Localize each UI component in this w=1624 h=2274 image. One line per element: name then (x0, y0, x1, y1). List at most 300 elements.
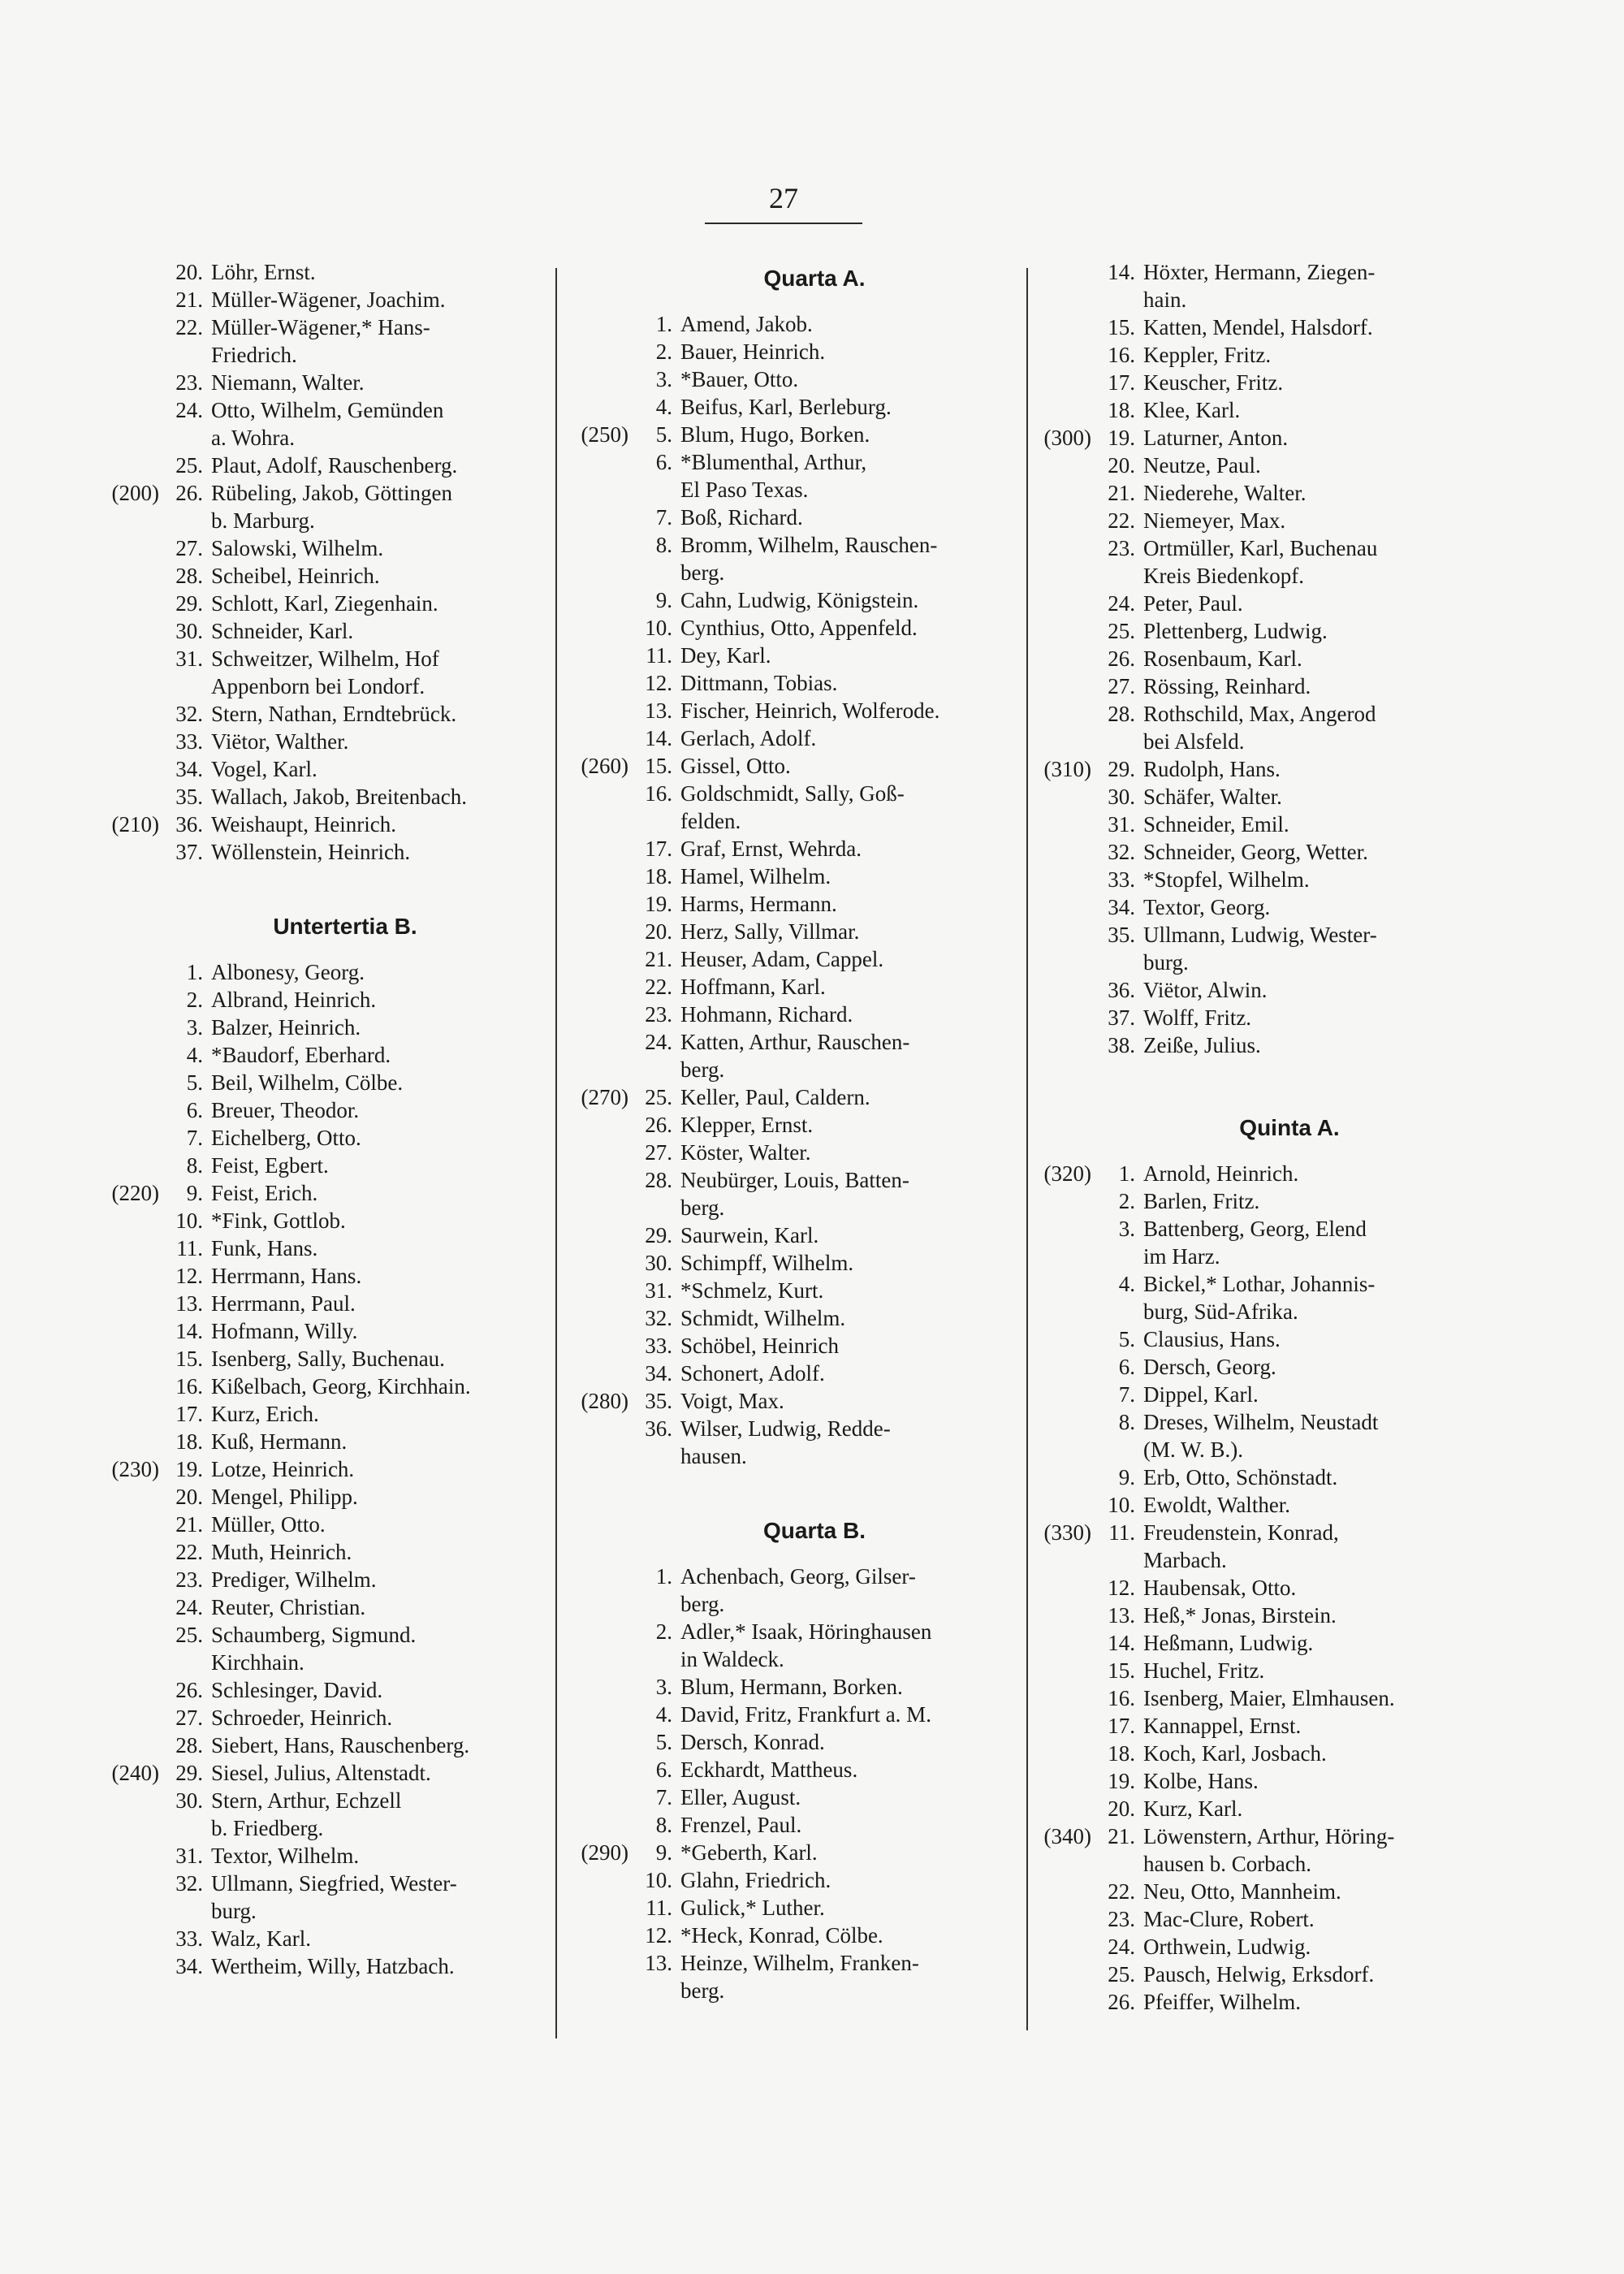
running-count (559, 1977, 633, 2004)
entry-name: Kirchhain. (211, 1650, 304, 1675)
entry-number: 7. (1118, 1382, 1135, 1407)
entry-number: 17. (1108, 1714, 1135, 1738)
entry-number: 14. (175, 1319, 203, 1343)
entry-name: Rudolph, Hans. (1143, 757, 1281, 781)
entry-name: burg, Süd-Afrika. (1143, 1299, 1298, 1324)
entry-name: Schöbel, Heinrich (680, 1334, 839, 1358)
entry-number: 22. (175, 1540, 203, 1564)
running-count: (240) (111, 1761, 159, 1785)
entry-number (164, 1649, 211, 1676)
entry-number: 17. (175, 1402, 203, 1426)
list-item (1021, 645, 1509, 672)
entry-number: 35. (1108, 923, 1135, 947)
list-item (559, 1304, 1021, 1332)
list-item (89, 1014, 552, 1041)
list-item (89, 1069, 552, 1096)
running-count: (250) (581, 422, 628, 447)
entry-name: Klepper, Ernst. (680, 1113, 814, 1137)
running-count (1021, 1004, 1096, 1031)
entry-number: 2. (655, 339, 672, 364)
running-count (89, 783, 164, 811)
running-count (1021, 1270, 1096, 1298)
list-item (559, 1387, 1021, 1415)
list-item (89, 700, 552, 728)
entry-number (1096, 286, 1143, 313)
entry-number: 1. (186, 960, 203, 984)
entry-number: 15. (175, 1347, 203, 1371)
running-count (559, 973, 633, 1001)
entry-number: 25. (1108, 1962, 1135, 1987)
entry-number: 6. (1118, 1355, 1135, 1379)
entry-number: 27. (645, 1140, 672, 1165)
entry-name: *Bauer, Otto. (680, 367, 799, 391)
list-item (559, 752, 1021, 780)
entry-number: 2. (1118, 1189, 1135, 1213)
entry-number: 30. (175, 1788, 203, 1813)
list-item (89, 1124, 552, 1152)
running-count (1021, 866, 1096, 893)
entry-name: Beil, Wilhelm, Cölbe. (211, 1070, 404, 1095)
list-item (559, 1277, 1021, 1304)
list-item (559, 697, 1021, 724)
list-item (1021, 976, 1509, 1004)
list-item (89, 1179, 552, 1207)
entry-name: Funk, Hans. (211, 1236, 318, 1260)
entry-name: berg. (680, 560, 725, 585)
entry-number: 34. (175, 757, 203, 781)
entry-number (633, 807, 680, 835)
list-item (89, 1207, 552, 1234)
entry-name: Schimpff, Wilhelm. (680, 1251, 854, 1275)
list-item (559, 559, 1021, 586)
entry-name: hausen. (680, 1444, 747, 1468)
entry-number: 31. (645, 1278, 672, 1303)
entry-name: Textor, Georg. (1143, 895, 1271, 919)
entry-number: 9. (1118, 1465, 1135, 1489)
running-count (1021, 1381, 1096, 1408)
running-count (559, 1056, 633, 1083)
running-count: (290) (581, 1840, 628, 1865)
page-number: 27 (769, 182, 798, 214)
list-item (1021, 424, 1509, 452)
running-count (559, 310, 633, 338)
list-item (1021, 1463, 1509, 1491)
running-count (1021, 1905, 1096, 1933)
entry-number: 31. (175, 646, 203, 671)
entry-name: Niemann, Walter. (211, 370, 365, 395)
entry-name: Koch, Karl, Josbach. (1143, 1741, 1327, 1766)
column-divider-left (555, 268, 557, 2038)
running-count (89, 1317, 164, 1345)
list-item (1021, 286, 1509, 313)
entry-name: Ullmann, Ludwig, Wester- (1143, 923, 1377, 947)
running-count (559, 1728, 633, 1756)
entry-name: El Paso Texas. (680, 478, 809, 502)
entry-name: Schäfer, Walter. (1143, 785, 1282, 809)
list-item (89, 728, 552, 755)
running-count (89, 396, 164, 424)
entry-number: 13. (1108, 1603, 1135, 1628)
entry-name: Clausius, Hans. (1143, 1327, 1281, 1351)
entry-name: Salowski, Wilhelm. (211, 536, 384, 560)
entry-number (1096, 1243, 1143, 1270)
entry-name: bei Alsfeld. (1143, 729, 1245, 754)
list-item (89, 1870, 552, 1897)
entry-number (633, 1442, 680, 1470)
running-count (1021, 1933, 1096, 1961)
running-count (89, 1704, 164, 1731)
entry-name: *Blumenthal, Arthur, (680, 450, 867, 474)
entry-name: Haubensak, Otto. (1143, 1576, 1297, 1600)
entry-name: Siebert, Hans, Rauschenberg. (211, 1733, 470, 1757)
list-item (1021, 1546, 1509, 1574)
running-count (1021, 479, 1096, 507)
running-count (559, 1563, 633, 1590)
running-count (89, 1041, 164, 1069)
entry-name: berg. (680, 1057, 725, 1082)
list-item (89, 369, 552, 396)
running-count (89, 1511, 164, 1538)
running-count (1021, 341, 1096, 369)
entry-number (1096, 728, 1143, 755)
running-count (1021, 811, 1096, 838)
list-item (1021, 507, 1509, 534)
entry-number: 14. (1108, 260, 1135, 284)
list-item (89, 1511, 552, 1538)
entry-name: Amend, Jakob. (680, 312, 813, 336)
list-item (89, 341, 552, 369)
running-count (559, 1783, 633, 1811)
list-item (1021, 1381, 1509, 1408)
entry-name: Graf, Ernst, Wehrda. (680, 837, 862, 861)
running-count: (300) (1043, 426, 1091, 450)
entry-name: im Harz. (1143, 1244, 1220, 1269)
list-item (1021, 590, 1509, 617)
list-item (559, 1701, 1021, 1728)
list-item (1021, 1031, 1509, 1059)
list-item (1021, 1684, 1509, 1712)
entry-number (633, 1977, 680, 2004)
entry-name: Scheibel, Heinrich. (211, 564, 380, 588)
entry-name: hausen b. Corbach. (1143, 1852, 1311, 1876)
entry-number: 16. (645, 781, 672, 806)
entry-number: 16. (1108, 1686, 1135, 1710)
entry-name: Plaut, Adolf, Rauschenberg. (211, 453, 458, 478)
entry-number: 32. (175, 702, 203, 726)
entry-name: Kannappel, Ernst. (1143, 1714, 1302, 1738)
list-item (559, 393, 1021, 421)
entry-number: 24. (1108, 1935, 1135, 1959)
running-count (1021, 700, 1096, 728)
list-item (1021, 1657, 1509, 1684)
running-count (559, 531, 633, 559)
list-item (89, 1897, 552, 1925)
entry-number: 19. (175, 1457, 203, 1481)
list-item (559, 1645, 1021, 1673)
list-item (559, 1756, 1021, 1783)
running-count (559, 1645, 633, 1673)
entry-number: 35. (645, 1389, 672, 1413)
entry-number: 3. (1118, 1217, 1135, 1241)
list-item (559, 724, 1021, 752)
entry-number (164, 672, 211, 700)
entry-name: Lotze, Heinrich. (211, 1457, 355, 1481)
running-count (559, 945, 633, 973)
running-count (1021, 1546, 1096, 1574)
entry-number: 18. (1108, 1741, 1135, 1766)
running-count (1021, 1684, 1096, 1712)
entry-number (633, 1056, 680, 1083)
running-count (559, 862, 633, 890)
entry-name: Schaumberg, Sigmund. (211, 1623, 417, 1647)
entry-name: Feist, Erich. (211, 1181, 318, 1205)
list-item (1021, 369, 1509, 396)
entry-number: 9. (655, 1840, 672, 1865)
entry-name: Voigt, Max. (680, 1389, 784, 1413)
section-heading: Quarta B. (762, 1518, 866, 1543)
entry-name: Viëtor, Alwin. (1143, 978, 1268, 1002)
list-item (89, 590, 552, 617)
running-count (89, 1345, 164, 1373)
entry-name: Bickel,* Lothar, Johannis- (1143, 1272, 1376, 1296)
running-count (559, 393, 633, 421)
running-count (559, 1360, 633, 1387)
running-count (1021, 369, 1096, 396)
list-item (89, 1317, 552, 1345)
entry-name: Battenberg, Georg, Elend (1143, 1217, 1367, 1241)
running-count (89, 1538, 164, 1566)
entry-name: Gerlach, Adolf. (680, 726, 817, 750)
entry-name: Prediger, Wilhelm. (211, 1567, 377, 1592)
entry-name: Niemeyer, Max. (1143, 508, 1286, 533)
entry-name: Schneider, Karl. (211, 619, 354, 643)
entry-number: 15. (645, 754, 672, 778)
list-item (89, 958, 552, 986)
list-item (1021, 838, 1509, 866)
entry-number: 23. (1108, 536, 1135, 560)
entry-name: Vogel, Karl. (211, 757, 317, 781)
running-count (1021, 728, 1096, 755)
entry-number: 3. (655, 367, 672, 391)
running-count (1021, 976, 1096, 1004)
entry-number: 22. (1108, 1879, 1135, 1904)
list-item (1021, 1629, 1509, 1657)
running-count (89, 424, 164, 452)
entry-number: 11. (1108, 1520, 1135, 1545)
running-count (89, 1152, 164, 1179)
entry-number: 14. (1108, 1631, 1135, 1655)
entry-number: 27. (175, 1706, 203, 1730)
entry-number: 8. (655, 533, 672, 557)
entry-number: 22. (175, 315, 203, 339)
entry-number: 25. (645, 1085, 672, 1109)
running-count (559, 1111, 633, 1139)
entry-name: Heßmann, Ludwig. (1143, 1631, 1314, 1655)
running-count (559, 1590, 633, 1618)
entry-name: Breuer, Theodor. (211, 1098, 360, 1122)
list-item (89, 1842, 552, 1870)
running-count (89, 1842, 164, 1870)
list-item (1021, 755, 1509, 783)
running-count (559, 1001, 633, 1028)
entry-name: Glahn, Friedrich. (680, 1868, 831, 1892)
entry-name: Huchel, Fritz. (1143, 1658, 1265, 1683)
running-count (1021, 1298, 1096, 1325)
running-count (1021, 617, 1096, 645)
entry-name: Freudenstein, Konrad, (1143, 1520, 1339, 1545)
list-item (89, 1593, 552, 1621)
list-item (89, 286, 552, 313)
entry-number: 17. (645, 837, 672, 861)
list-item (1021, 313, 1509, 341)
entry-name: Saurwein, Karl. (680, 1223, 819, 1247)
running-count (559, 1194, 633, 1221)
running-count (89, 1870, 164, 1897)
running-count (559, 1949, 633, 1977)
list-item (89, 1345, 552, 1373)
list-item (559, 973, 1021, 1001)
entry-name: Mac-Clure, Robert. (1143, 1907, 1315, 1931)
entry-number: 23. (175, 370, 203, 395)
list-item (1021, 1795, 1509, 1822)
entry-number: 20. (645, 919, 672, 944)
entry-name: Ewoldt, Walther. (1143, 1493, 1291, 1517)
entry-name: in Waldeck. (680, 1647, 784, 1671)
list-item (89, 1455, 552, 1483)
entry-name: Müller, Otto. (211, 1512, 326, 1537)
entry-number: 34. (175, 1954, 203, 1978)
column-right (1021, 258, 1509, 2016)
entry-number: 16. (175, 1374, 203, 1399)
list-item (89, 838, 552, 866)
entry-number: 19. (645, 892, 672, 916)
list-item (89, 313, 552, 341)
running-count (559, 559, 633, 586)
list-item (559, 780, 1021, 807)
running-count (89, 313, 164, 341)
running-count (89, 1014, 164, 1041)
entry-number: 6. (655, 450, 672, 474)
header-rule (705, 223, 862, 224)
entry-name: Arnold, Heinrich. (1143, 1161, 1299, 1186)
entry-name: Schroeder, Heinrich. (211, 1706, 393, 1730)
entry-number: 1. (655, 1564, 672, 1589)
entry-number: 21. (1108, 1824, 1135, 1848)
list-item (1021, 452, 1509, 479)
entry-number: 31. (1108, 812, 1135, 837)
entry-number: 11. (176, 1236, 203, 1260)
running-count (89, 1262, 164, 1290)
list-item (89, 1400, 552, 1428)
running-count (1021, 1325, 1096, 1353)
entry-name: Otto, Wilhelm, Gemünden (211, 398, 444, 422)
list-item (89, 811, 552, 838)
entry-name: Siesel, Julius, Altenstadt. (211, 1761, 431, 1785)
list-item (89, 645, 552, 672)
running-count (559, 1304, 633, 1332)
list-item (89, 672, 552, 700)
entry-number: 18. (1108, 398, 1135, 422)
entry-number: 15. (1108, 1658, 1135, 1683)
entry-name: felden. (680, 809, 741, 833)
entry-name: Plettenberg, Ludwig. (1143, 619, 1328, 643)
entry-name: Katten, Arthur, Rauschen- (680, 1030, 910, 1054)
entry-number: 37. (1108, 1005, 1135, 1030)
running-count (1021, 1031, 1096, 1059)
entry-name: Rübeling, Jakob, Göttingen (211, 481, 452, 505)
entry-number: 13. (645, 1951, 672, 1975)
list-item (89, 1262, 552, 1290)
running-count (559, 1894, 633, 1922)
running-count: (280) (581, 1389, 628, 1413)
list-item (559, 890, 1021, 918)
entry-name: a. Wohra. (211, 426, 296, 450)
running-count (1021, 1243, 1096, 1270)
running-count (1021, 1712, 1096, 1740)
running-count (559, 697, 633, 724)
running-count (89, 1925, 164, 1952)
running-count (559, 504, 633, 531)
entry-name: *Schmelz, Kurt. (680, 1278, 824, 1303)
list-item (89, 507, 552, 534)
running-count (89, 258, 164, 286)
running-count (1021, 1408, 1096, 1436)
running-count (1021, 893, 1096, 921)
running-count (89, 507, 164, 534)
entry-number: 33. (175, 1926, 203, 1951)
list-item (559, 1977, 1021, 2004)
entry-number: 30. (175, 619, 203, 643)
running-count: (330) (1043, 1520, 1091, 1545)
column-left (89, 258, 552, 1980)
running-count (559, 724, 633, 752)
running-count (1021, 396, 1096, 424)
running-count (1021, 1602, 1096, 1629)
entry-number (633, 559, 680, 586)
entry-name: Kuß, Hermann. (211, 1429, 348, 1454)
running-count (89, 1096, 164, 1124)
entry-number: 30. (1108, 785, 1135, 809)
entry-name: Neu, Otto, Mannheim. (1143, 1879, 1341, 1904)
entry-number: 4. (655, 1702, 672, 1727)
entry-number: 19. (1108, 426, 1135, 450)
entry-number: 15. (1108, 315, 1135, 339)
list-item (559, 1415, 1021, 1442)
running-count (1021, 1491, 1096, 1519)
entry-number: 22. (645, 975, 672, 999)
list-item (89, 1925, 552, 1952)
entry-name: Schneider, Emil. (1143, 812, 1289, 837)
entry-name: Dreses, Wilhelm, Neustadt (1143, 1410, 1379, 1434)
entry-number (1096, 562, 1143, 590)
entry-number (633, 1590, 680, 1618)
running-count (89, 1069, 164, 1096)
entry-name: Erb, Otto, Schönstadt. (1143, 1465, 1338, 1489)
entry-name: *Baudorf, Eberhard. (211, 1043, 391, 1067)
running-count (89, 369, 164, 396)
entry-number: 34. (645, 1361, 672, 1386)
entry-name: Müller-Wägener, Joachim. (211, 287, 446, 312)
entry-number: 24. (175, 398, 203, 422)
section-heading: Quarta A. (763, 266, 866, 291)
entry-name: Blum, Hugo, Borken. (680, 422, 870, 447)
entry-name: Stern, Nathan, Erndtebrück. (211, 702, 457, 726)
running-count (89, 1234, 164, 1262)
entry-number: 18. (175, 1429, 203, 1454)
running-count (89, 755, 164, 783)
entry-name: Friedrich. (211, 343, 297, 367)
running-count (559, 1277, 633, 1304)
